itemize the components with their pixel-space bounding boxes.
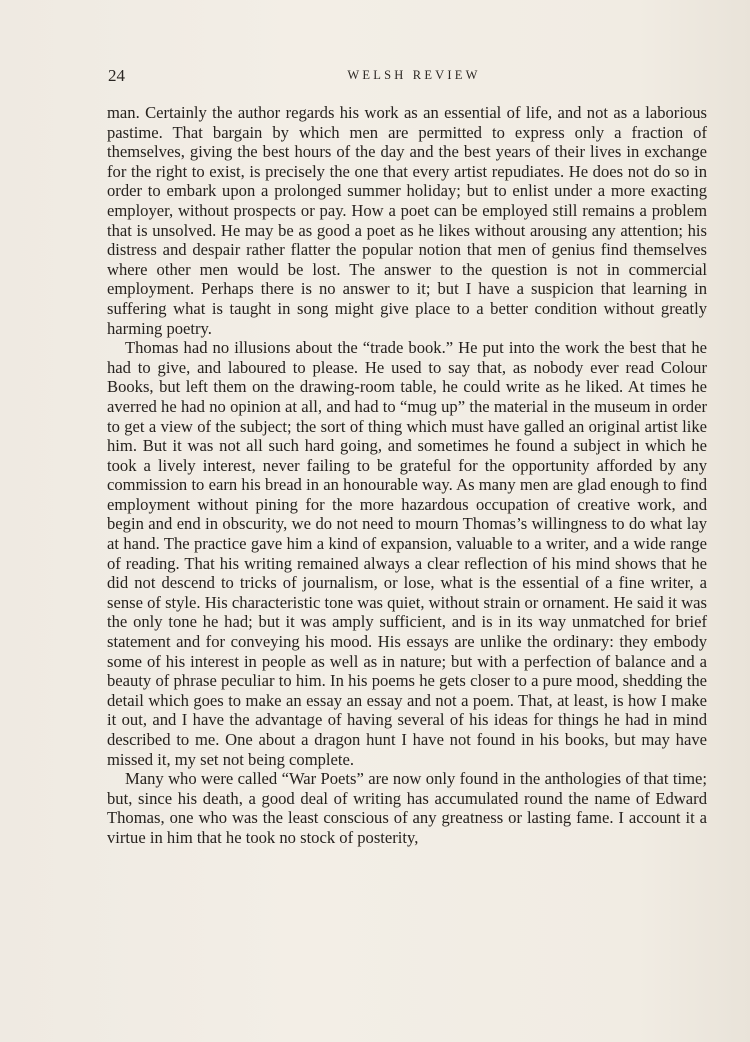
paragraph: Thomas had no illusions about the “trade book.” He put into the work the best that he had to give, and laboured to please. He used to say that, as nobody ever read Colour Books, but left them on the drawing-room table, he could write as he liked. At times he averred he had no opinion at all, and had to “mug up” the material in the museum in order to get a view of the subject; the sort of thing which must have galled an original artist like him. But it was not all such hard going, and sometimes he found a subject in which he took a lively interest, never failing to be grateful for the opportunity afforded by any commission to earn his bread in an honourable way. As many men are glad enough to find employment without pining for the more hazardous occupation of creative work, and begin and end in obscurity, we do not need to mourn Thomas’s willingness to do what lay at hand. The practice gave him a kind of expansion, valuable to a writer, and a wide range of reading. That his writing remained always a clear reflection of his mind shows that he did not descend to tricks of journalism, or lose, what is the essential of a fine writer, a sense of style. His characteristic tone was quiet, without strain or ornament. He said it was the only tone he had; but it was amply sufficient, and is in its way unmatched for brief statement and for conveying his mood. His essays are unlike the ordinary: they embody some of his interest in people as well as in nature; but with a perfection of balance and a beauty of phrase peculiar to him. In his poems he gets closer to a pure mood, shedding the detail which goes to make an essay an essay and not a poem. That, at least, is how I make it out, and I have the advantage of having several of his ideas for things he had in mind described to me. One about a dragon hunt I have not found in his books, but may have missed it, my set not being complete. — [107, 338, 707, 769]
journal-title: WELSH REVIEW — [347, 68, 481, 82]
paragraph: Many who were called “War Poets” are now only found in the anthologies of that time; but, since his death, a good deal of writing has accumulated round the name of Edward Thomas, one who was the least conscious of any greatness or lasting fame. I account it a virtue in him that he took no stock of posterity, — [107, 769, 707, 847]
page-number: 24 — [108, 66, 125, 85]
body-text — [107, 103, 707, 848]
paragraph: man. Certainly the author regards his work as an essential of life, and not as a laborious pastime. That bargain by which men are permitted to express only a fraction of themselves, giving the best hours of the day and the best years of their lives in exchange for the right to exist, is precisely the one that every artist repudiates. He does not do so in order to embark upon a prolonged summer holiday; but to enlist under a more exacting employer, without prospects or pay. How a poet can be employed still remains a problem that is unsolved. He may be as good a poet as he likes without arousing any attention; his distress and despair rather flatter the popular notion that men of genius find themselves where other men would be lost. The answer to the question is not in commercial employment. Perhaps there is no answer to it; but I have a suspicion that learning in suffering what is taught in song might give place to a better condition without greatly harming poetry. — [107, 103, 707, 338]
running-head — [108, 66, 706, 88]
